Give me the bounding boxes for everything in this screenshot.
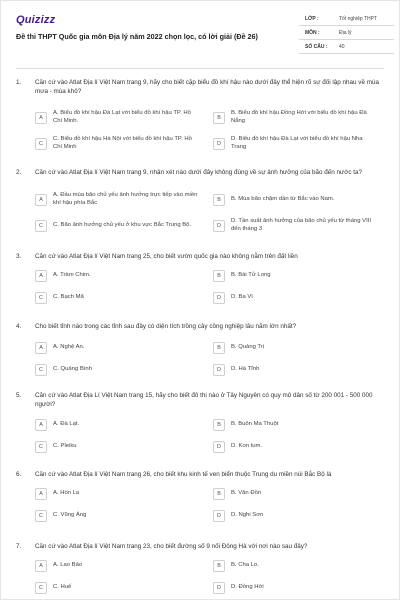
info-value: Địa lý: [339, 29, 352, 36]
question-number: 2.: [16, 169, 22, 176]
option-text: A. Lao Bảo: [53, 562, 83, 569]
option-text: C. Pleiku: [53, 443, 77, 450]
option-letter-box: B: [213, 194, 225, 206]
option-text: A. Tràm Chim.: [53, 272, 91, 279]
option-letter-box: A: [35, 488, 47, 500]
answer-option-c[interactable]: [35, 133, 213, 155]
option-letter-box: C: [35, 582, 47, 594]
answer-option-c[interactable]: [35, 507, 213, 525]
option-text: B. Cha Lo.: [231, 562, 259, 569]
answer-option-d[interactable]: [213, 361, 391, 379]
answer-option-c[interactable]: [35, 579, 213, 597]
answer-option-d[interactable]: [213, 133, 391, 155]
option-text: B. Quảng Trị: [231, 344, 265, 351]
question-number: 1.: [16, 79, 22, 86]
option-letter-box: B: [213, 270, 225, 282]
info-value: Tốt nghiệp THPT: [339, 15, 377, 22]
answer-option-b[interactable]: [213, 557, 391, 575]
question-text: Căn cứ vào Atlat Địa lí Việt Nam trang 25, cho biết vườn quốc gia nào không nằm trên đất liền: [35, 253, 298, 260]
option-letter-box: D: [213, 364, 225, 376]
option-text: C. Biểu đồ khí hậu Hà Nội với biểu đồ khí hậu TP. Hồ Chí Minh: [53, 136, 192, 150]
option-letter-box: B: [213, 342, 225, 354]
answer-option-d[interactable]: [213, 438, 391, 456]
option-text: D. Biểu đồ khí hậu Đà Lạt với biểu đồ khí hậu Nha Trang: [231, 136, 363, 150]
answer-options: [35, 485, 391, 525]
option-text: A. Đà Lạt.: [53, 421, 80, 428]
answer-option-a[interactable]: [35, 267, 213, 285]
question-text: Căn cứ vào Atlat Địa lí Việt Nam trang 9, nhận xét nào dưới đây không đúng về sự ảnh hưởng của bão đến nước ta?: [35, 169, 363, 176]
question-number: 4.: [16, 323, 22, 330]
quizizz-logo: Quizizz: [16, 14, 56, 26]
answer-option-a[interactable]: [35, 485, 213, 503]
answer-options: [35, 189, 391, 237]
answer-option-c[interactable]: [35, 361, 213, 379]
header-divider: [16, 68, 384, 69]
answer-option-a[interactable]: [35, 107, 213, 129]
option-letter-box: A: [35, 112, 47, 124]
option-letter-box: D: [213, 138, 225, 150]
answer-option-b[interactable]: [213, 485, 391, 503]
option-letter-box: A: [35, 419, 47, 431]
info-row-subject: [299, 26, 394, 40]
option-letter-box: C: [35, 292, 47, 304]
answer-option-d[interactable]: [213, 507, 391, 525]
option-letter-box: C: [35, 220, 47, 232]
option-letter-box: C: [35, 138, 47, 150]
question-number: 3.: [16, 253, 22, 260]
question-text: Căn cứ vào Atlat Địa lí Việt Nam trang 26, cho biết khu kinh tế ven biển thuộc Trung du miền núi Bắc Bộ là: [35, 471, 332, 478]
option-text: B. Bái Tử Long: [231, 272, 271, 279]
info-label: LỚP :: [305, 15, 319, 22]
option-text: A. Đầu mùa bão chủ yếu ảnh hưởng trực tiếp vào miền khí hậu phía Bắc: [53, 192, 198, 206]
question-number: 6.: [16, 471, 22, 478]
option-letter-box: D: [213, 292, 225, 304]
question-text: Cho biết tỉnh nào trong các tỉnh sau đây có diện tích trồng cây công nghiệp lâu năm lớn nhất?: [35, 323, 297, 330]
option-letter-box: D: [213, 510, 225, 522]
answer-option-b[interactable]: [213, 339, 391, 357]
option-text: C. Bạch Mã: [53, 294, 84, 301]
info-label: MÔN :: [305, 29, 320, 36]
question-number: 7.: [16, 543, 22, 550]
answer-option-b[interactable]: [213, 107, 391, 129]
option-text: A. Biểu đồ khí hậu Đà Lạt với biểu đồ khí hậu TP. Hồ Chí Minh.: [53, 110, 191, 124]
option-text: B. Mùa bão chậm dần từ Bắc vào Nam.: [231, 196, 335, 203]
option-letter-box: C: [35, 510, 47, 522]
worksheet-info-panel: [299, 12, 394, 54]
option-letter-box: B: [213, 112, 225, 124]
answer-option-a[interactable]: [35, 189, 213, 211]
option-text: A. Hòn La: [53, 490, 80, 497]
question-text: Căn cứ vào Atlat Địa Lí Việt Nam trang 15, hãy cho biết đô thị nào ở Tây Nguyên có quy mô dân số từ 200 001 - 500 000 người?: [35, 392, 373, 408]
answer-option-b[interactable]: [213, 189, 391, 211]
option-letter-box: B: [213, 488, 225, 500]
worksheet-title: Đề thi THPT Quốc gia môn Địa lý năm 2022 chọn lọc, có lời giải (Đề 26): [16, 32, 258, 41]
answer-option-c[interactable]: [35, 289, 213, 307]
option-text: C. Bão ảnh hưởng chủ yếu ở khu vực Bắc Trung Bộ.: [53, 222, 192, 229]
option-letter-box: C: [35, 364, 47, 376]
answer-option-b[interactable]: [213, 416, 391, 434]
option-text: A. Nghệ An.: [53, 344, 85, 351]
option-text: C. Huế: [53, 584, 72, 591]
option-text: B. Vân Đồn: [231, 490, 262, 497]
answer-option-d[interactable]: [213, 579, 391, 597]
question-number: 5.: [16, 392, 22, 399]
info-label: SỐ CÂU :: [305, 43, 328, 50]
answer-option-d[interactable]: [213, 289, 391, 307]
option-text: D. Tần suất ảnh hưởng của bão chủ yếu từ tháng VIII đến tháng 3: [231, 218, 372, 232]
option-letter-box: B: [213, 419, 225, 431]
option-letter-box: A: [35, 194, 47, 206]
option-letter-box: D: [213, 220, 225, 232]
option-letter-box: B: [213, 560, 225, 572]
answer-options: [35, 416, 391, 456]
info-row-class: [299, 12, 394, 26]
option-letter-box: A: [35, 560, 47, 572]
answer-option-c[interactable]: [35, 438, 213, 456]
answer-option-d[interactable]: [213, 215, 391, 237]
question-text: Căn cứ vào Atlat Địa lí Việt Nam trang 23, cho biết đường số 9 nối Đông Hà với nơi nào sau đây?: [35, 543, 308, 550]
option-text: D. Đồng Hới: [231, 584, 264, 591]
option-letter-box: A: [35, 270, 47, 282]
option-letter-box: D: [213, 441, 225, 453]
answer-option-a[interactable]: [35, 416, 213, 434]
answer-options: [35, 107, 391, 155]
option-letter-box: A: [35, 342, 47, 354]
option-text: D. Kon tum.: [231, 443, 263, 450]
option-text: C. Quảng Bình: [53, 366, 92, 373]
info-value: 40: [339, 43, 345, 50]
answer-option-b[interactable]: [213, 267, 391, 285]
option-text: D. Ba Vì: [231, 294, 253, 301]
answer-options: [35, 557, 391, 597]
answer-options: [35, 339, 391, 379]
question-text: Căn cứ vào Atlat Địa lí Việt Nam trang 9, hãy cho biết cặp biểu đồ khí hậu nào dưới đây thể hiện rõ sự đối lập nhau về mùa mưa - mùa khô?: [35, 79, 379, 95]
option-text: D. Hà Tĩnh: [231, 366, 260, 373]
answer-option-c[interactable]: [35, 215, 213, 237]
info-row-question-count: [299, 40, 394, 54]
answer-options: [35, 267, 391, 307]
answer-option-a[interactable]: [35, 339, 213, 357]
option-letter-box: C: [35, 441, 47, 453]
answer-option-a[interactable]: [35, 557, 213, 575]
option-text: D. Nghi Sơn: [231, 512, 264, 519]
option-text: B. Buôn Ma Thuột: [231, 421, 279, 428]
option-text: C. Vũng Áng: [53, 512, 87, 519]
option-text: B. Biểu đồ khí hậu Đồng Hới với biểu đồ khí hậu Đà Nẵng: [231, 110, 367, 124]
option-letter-box: D: [213, 582, 225, 594]
